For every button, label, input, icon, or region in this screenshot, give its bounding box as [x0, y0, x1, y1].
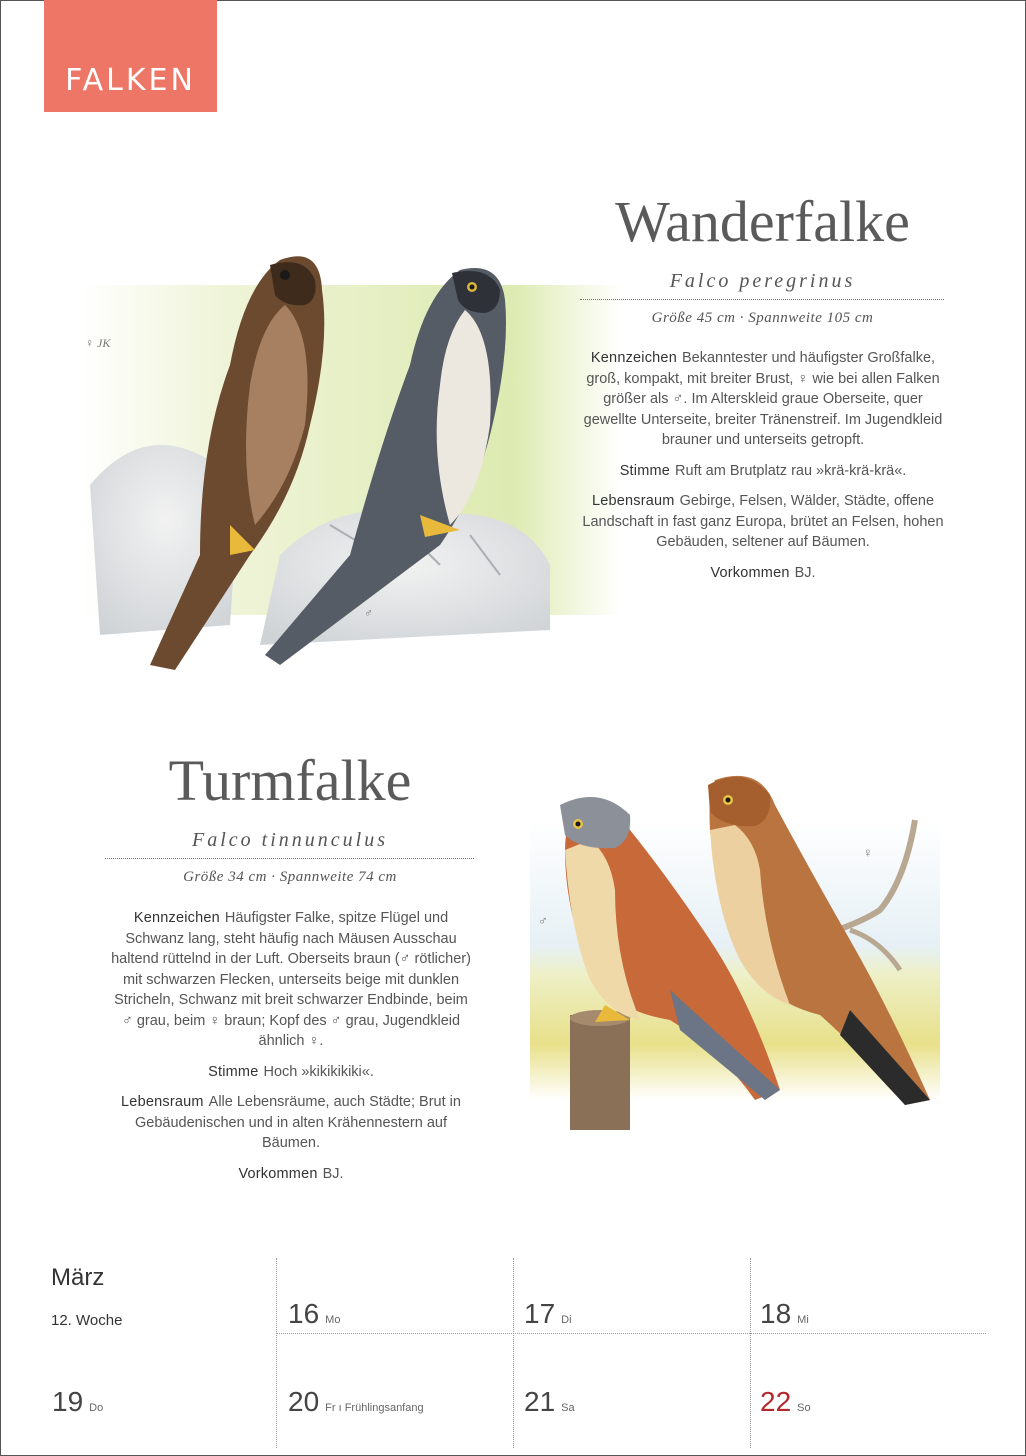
stimme-text: Ruft am Brutplatz rau »krä-krä-krä«.	[675, 462, 907, 479]
wanderfalke-mark-male: ♂	[364, 606, 373, 620]
lebensraum-text: Gebirge, Felsen, Wälder, Städte, offene Landschaft in fast ganz Europa, brütet an Felsen, hohen Gebäuden, seltener auf Bäumen.	[582, 493, 944, 550]
wanderfalke-mark-female: ♀ JK	[85, 336, 111, 350]
day-22[interactable]	[760, 1386, 811, 1418]
day-number: 17	[524, 1298, 556, 1329]
stimme-label: Stimme	[619, 462, 671, 479]
lebensraum-text: Alle Lebensräume, auch Städte; Brut in Gebäudenischen und in alten Krähennestern auf Bäumen.	[135, 1094, 461, 1151]
day-number: 16	[288, 1298, 320, 1329]
turmfalke-mark-male: ♂	[538, 913, 548, 928]
calendar-month: März	[51, 1264, 105, 1291]
stimme-text: Hoch »kikikikiki«.	[263, 1063, 374, 1080]
day-weekday: Di	[561, 1314, 572, 1326]
wanderfalke-description	[578, 348, 948, 593]
kennzeichen-label: Kennzeichen	[590, 350, 677, 366]
day-21[interactable]	[524, 1386, 575, 1418]
kennzeichen-label: Kennzeichen	[133, 910, 220, 926]
vorkommen-label: Vorkommen	[238, 1165, 318, 1182]
day-number: 19	[52, 1386, 84, 1417]
calendar-week: 12. Woche	[51, 1312, 123, 1329]
day-number: 18	[760, 1298, 792, 1329]
day-19[interactable]	[52, 1386, 103, 1418]
day-number-sunday: 22	[760, 1386, 792, 1417]
day-weekday: Sa	[561, 1402, 575, 1414]
day-18[interactable]	[760, 1298, 809, 1330]
turmfalke-description	[108, 908, 474, 1194]
day-weekday: Mi	[797, 1314, 809, 1326]
calendar-divider	[750, 1258, 751, 1448]
day-weekday: Do	[89, 1402, 104, 1414]
wanderfalke-size: Größe 45 cm · Spannweite 105 cm	[651, 310, 874, 326]
day-weekday: So	[797, 1402, 811, 1414]
lebensraum-label: Lebensraum	[591, 493, 675, 509]
vorkommen-label: Vorkommen	[710, 564, 790, 581]
day-16[interactable]	[288, 1298, 340, 1330]
stimme-label: Stimme	[208, 1063, 259, 1080]
wanderfalke-title: Wanderfalke	[615, 189, 910, 254]
day-number: 20	[288, 1386, 320, 1417]
turmfalke-mark-female: ♀	[863, 845, 873, 860]
section-tab: FALKEN	[44, 0, 217, 112]
kennzeichen-text: Häufigster Falke, spitze Flügel und Schwanz lang, steht häufig nach Mäusen Ausschau haltend rüttelnd in der Luft. Oberseits braun (♂ rötlicher) mit schwarzen Flecken, unterseits beige mit dunklen Stricheln, Schwanz mit breit schwarzer Endbinde, beim ♂ grau, beim ♀ braun; Kopf des ♂ grau, Jugendkleid ähnlich ♀.	[111, 910, 471, 1049]
vorkommen-text: BJ.	[322, 1165, 344, 1182]
turmfalke-latin: Falco tinnunculus	[192, 829, 388, 851]
vorkommen-text: BJ.	[794, 564, 816, 581]
turmfalke-illustration	[520, 760, 945, 1130]
week-calendar	[0, 1250, 1026, 1456]
calendar-divider	[513, 1258, 514, 1448]
turmfalke-divider	[105, 858, 474, 859]
wanderfalke-latin: Falco peregrinus	[669, 270, 856, 292]
turmfalke-size: Größe 34 cm · Spannweite 74 cm	[183, 869, 397, 885]
turmfalke-title: Turmfalke	[168, 748, 412, 813]
day-weekday: Mo	[325, 1314, 341, 1326]
wanderfalke-divider	[580, 299, 944, 300]
day-20[interactable]	[288, 1386, 424, 1418]
wanderfalke-illustration	[80, 225, 620, 680]
day-17[interactable]	[524, 1298, 572, 1330]
day-number: 21	[524, 1386, 556, 1417]
calendar-divider	[276, 1258, 277, 1448]
calendar-row-divider	[276, 1333, 986, 1334]
day-weekday: Fr ı Frühlingsanfang	[325, 1402, 424, 1414]
kennzeichen-text: Bekanntester und häufigster Großfalke, groß, kompakt, mit breiter Brust, ♀ wie bei allen Falken größer als ♂. Im Alterskleid graue Oberseite, quer gewellte Unterseite, breiter Tränenstreif. Im Jugendkleid brauner und unterseits getropft.	[583, 350, 943, 448]
lebensraum-label: Lebensraum	[121, 1094, 204, 1110]
